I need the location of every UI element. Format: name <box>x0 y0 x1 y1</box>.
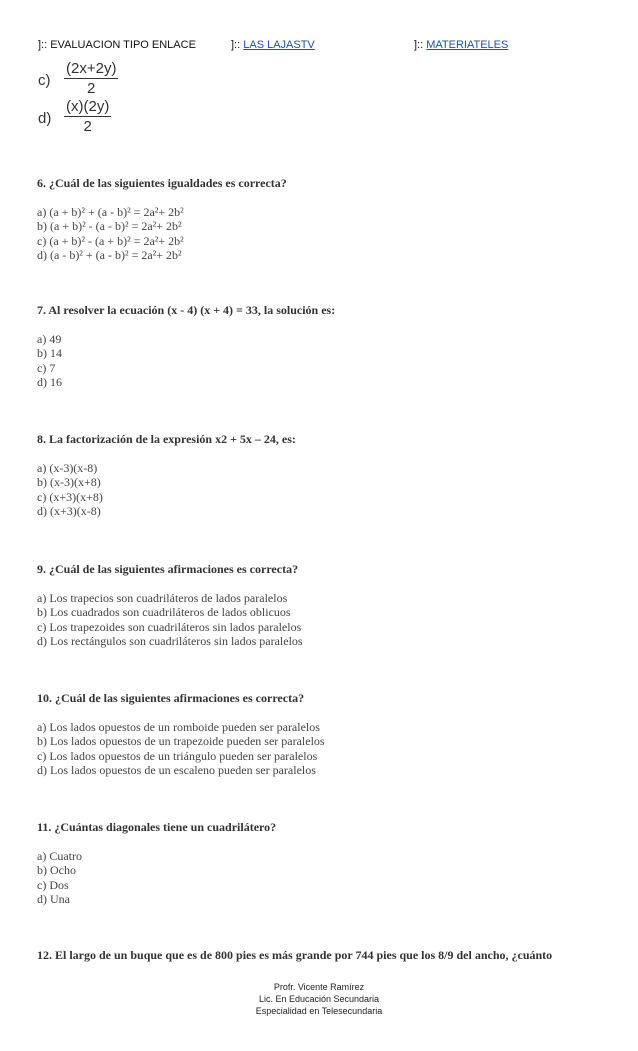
footer-degree: Lic. En Educación Secundaria <box>258 994 380 1004</box>
footer-author: Profr. Vicente Ramírez <box>273 982 365 992</box>
answer-option: d) (a - b)² + (a - b)² = 2a²+ 2b² <box>37 248 182 262</box>
header-title: ]:: EVALUACION TIPO ENLACE <box>38 39 196 51</box>
answer-option: a) (x-3)(x-8) <box>37 460 98 475</box>
answer-option: b) (x-3)(x+8) <box>37 475 101 489</box>
materiateles-link[interactable]: MATERIATELES <box>426 39 509 51</box>
answer-option: b) 14 <box>37 346 62 360</box>
question-title: 9. ¿Cuál de las siguientes afirmaciones es correcta? <box>37 562 299 576</box>
option-label: d) <box>38 110 52 127</box>
header-right-prefix: ]:: <box>414 39 427 51</box>
answer-option: a) Cuatro <box>37 848 82 863</box>
answer-option: c) Los trapezoides son cuadriláteros sin lados paralelos <box>37 619 302 634</box>
question-12 <box>37 948 607 977</box>
question-title: 6. ¿Cuál de las siguientes igualdades es correcta? <box>37 176 287 190</box>
answer-option: c) (a + b)² - (a + b)² = 2a²+ 2b² <box>37 233 184 248</box>
answer-option: d) Los rectángulos son cuadriláteros sin lados paralelos <box>37 634 303 648</box>
footer-specialty: Especialidad en Telesecundaria <box>255 1006 383 1016</box>
header-right <box>414 39 508 51</box>
answer-option: c) Los lados opuestos de un triángulo pueden ser paralelos <box>37 748 318 763</box>
option-label: c) <box>38 72 51 89</box>
answer-option: a) (a + b)² + (a - b)² = 2a²+ 2b² <box>37 204 184 219</box>
question-title: 7. Al resolver la ecuación (x - 4) (x + 4) = 33, la solución es: <box>37 303 336 317</box>
question-title: 12. El largo de un buque que es de 800 pies es más grande por 744 pies que los 8/9 del ancho, ¿cuánto <box>37 948 553 962</box>
question-11 <box>37 820 607 907</box>
answer-option: d) Los lados opuestos de un escaleno pueden ser paralelos <box>37 763 316 777</box>
question-title: 10. ¿Cuál de las siguientes afirmaciones es correcta? <box>37 691 305 705</box>
answer-option: b) Ocho <box>37 863 76 877</box>
answer-option: b) Los lados opuestos de un trapezoide pueden ser paralelos <box>37 734 325 748</box>
answer-option: a) 49 <box>37 331 62 346</box>
fraction-numerator: (2x+2y) <box>66 60 117 77</box>
answer-option: c) (x+3)(x+8) <box>37 489 103 504</box>
fraction-numerator: (x)(2y) <box>66 98 110 115</box>
question-6 <box>37 176 607 263</box>
answer-option: d) (x+3)(x-8) <box>37 504 101 518</box>
answer-option: c) Dos <box>37 877 69 892</box>
las-lajastv-link[interactable]: LAS LAJASTV <box>243 39 315 51</box>
fraction <box>64 98 111 135</box>
question-title: 11. ¿Cuántas diagonales tiene un cuadrilátero? <box>37 820 277 834</box>
header-middle-prefix: ]:: <box>231 39 244 51</box>
question-title: 8. La factorización de la expresión x2 + 5x – 24, es: <box>37 432 296 446</box>
answer-option: b) (a + b)² - (a - b)² = 2a²+ 2b² <box>37 219 182 233</box>
page-footer <box>0 981 638 1017</box>
question-7 <box>37 303 607 390</box>
question-10 <box>37 691 607 778</box>
fraction-denominator: 2 <box>83 118 92 135</box>
fraction-denominator: 2 <box>87 80 96 97</box>
answer-option: b) Los cuadrados son cuadriláteros de lados oblicuos <box>37 605 291 619</box>
answer-option: d) Una <box>37 892 70 906</box>
answer-option: a) Los lados opuestos de un romboide pueden ser paralelos <box>37 719 320 734</box>
fraction <box>64 60 118 97</box>
answer-option: a) Los trapecios son cuadriláteros de lados paralelos <box>37 590 288 605</box>
header-middle <box>231 39 315 51</box>
answer-option: c) 7 <box>37 360 56 375</box>
question-9 <box>37 562 607 649</box>
answer-option: d) 16 <box>37 375 62 389</box>
question-8 <box>37 432 607 519</box>
